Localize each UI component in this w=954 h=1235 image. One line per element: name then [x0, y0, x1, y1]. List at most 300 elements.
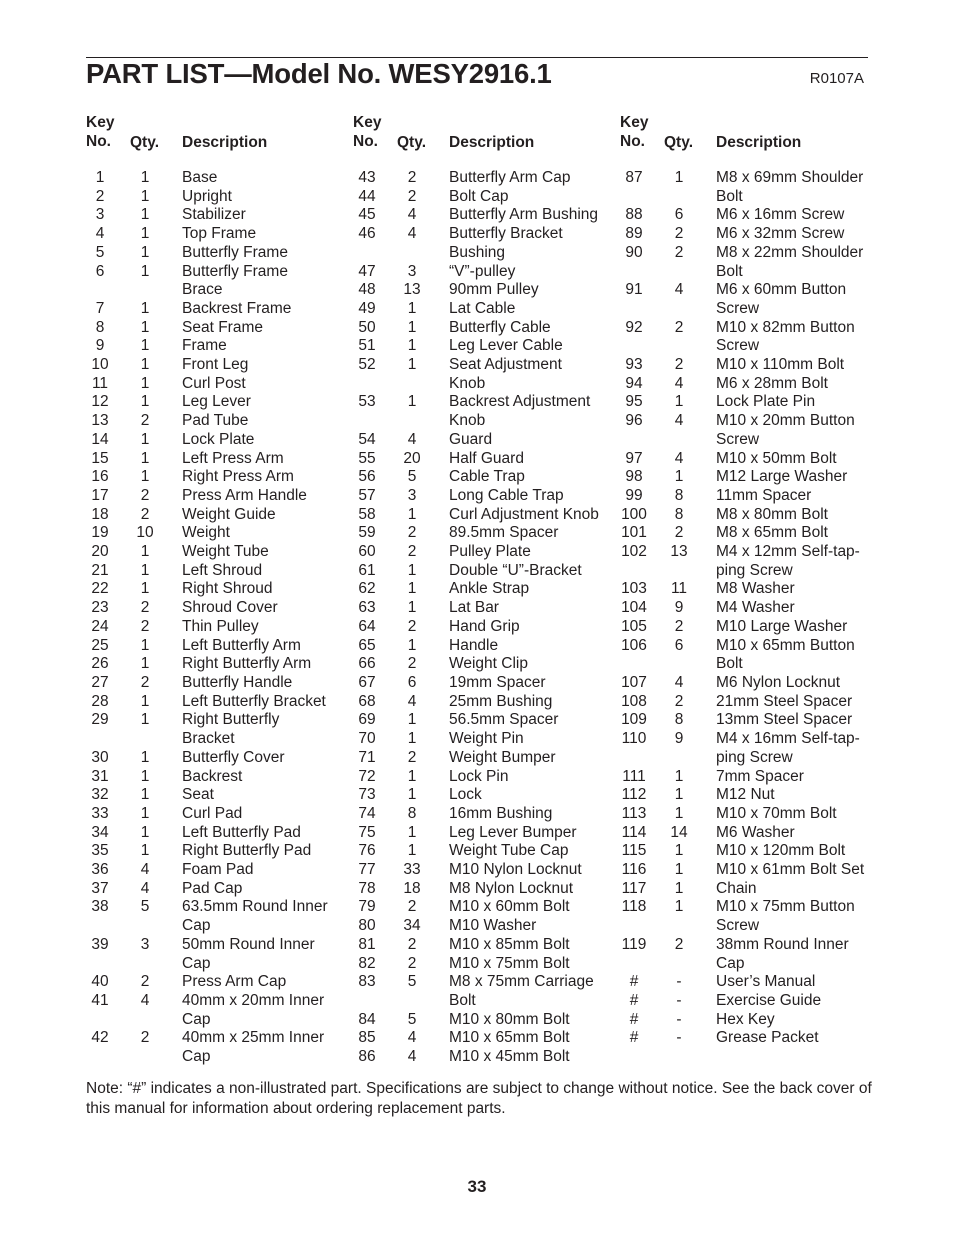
part-qty: 2	[674, 318, 684, 336]
part-description: Butterfly Handle	[182, 673, 293, 691]
part-row	[353, 543, 623, 562]
part-key-no: 27	[91, 673, 109, 691]
part-key-no: 7	[95, 299, 105, 317]
part-row	[86, 693, 356, 712]
part-key-no: 86	[358, 1048, 376, 1066]
part-row	[353, 169, 623, 188]
part-row	[86, 674, 356, 693]
part-row	[620, 898, 890, 935]
part-description: Ankle Strap	[449, 580, 530, 598]
part-description: M10 x 60mm Bolt	[449, 898, 570, 916]
part-qty: 6	[674, 206, 684, 224]
part-qty: 1	[407, 786, 417, 804]
part-description: Pad Cap	[182, 879, 243, 897]
part-row	[353, 917, 623, 936]
part-qty: 1	[407, 356, 417, 374]
part-row	[353, 973, 623, 1010]
part-key-no: 63	[358, 599, 376, 617]
parts-rows	[86, 169, 356, 1067]
part-row	[620, 580, 890, 599]
part-row	[353, 281, 623, 300]
part-qty: 1	[140, 169, 150, 186]
part-key-no: 112	[621, 786, 647, 804]
part-row	[620, 711, 890, 730]
part-description: M10 x 75mm Bolt	[449, 954, 570, 972]
part-key-no: 85	[358, 1029, 376, 1047]
part-row	[86, 487, 356, 506]
part-qty: 1	[140, 299, 150, 317]
parts-column-2	[353, 113, 623, 1067]
part-key-no: 5	[95, 243, 105, 261]
part-qty: 1	[140, 748, 150, 766]
part-row	[86, 805, 356, 824]
part-qty: 1	[407, 561, 417, 579]
part-key-no: 16	[91, 468, 109, 486]
part-key-no: 106	[621, 636, 647, 654]
part-description: Left Butterfly Arm	[182, 636, 301, 654]
part-key-no: 8	[95, 318, 105, 336]
part-qty: 4	[674, 412, 684, 430]
part-key-no: 32	[91, 786, 109, 804]
part-description: Weight Clip	[449, 655, 528, 673]
part-row	[353, 898, 623, 917]
part-row	[620, 468, 890, 487]
part-key-no: 35	[91, 842, 109, 860]
part-description: M10 x 110mm Bolt	[716, 356, 845, 374]
part-qty: 4	[674, 281, 684, 299]
part-key-no: 66	[358, 655, 376, 673]
part-row	[353, 580, 623, 599]
part-description: M10 x 45mm Bolt	[449, 1048, 570, 1066]
part-qty: 1	[407, 505, 417, 523]
part-description: 40mm x 25mm Inner Cap	[182, 1029, 325, 1066]
part-row	[353, 786, 623, 805]
part-description: M4 Washer	[716, 599, 795, 617]
part-row	[86, 393, 356, 412]
part-key-no: 40	[91, 973, 109, 991]
part-description: M4 x 12mm Self-tap- ping Screw	[716, 543, 860, 579]
part-key-no: 2	[95, 187, 105, 205]
part-qty: 2	[674, 243, 684, 261]
part-key-no: 88	[625, 206, 643, 224]
part-row	[620, 543, 890, 580]
part-description: Seat	[182, 786, 214, 804]
part-qty: 4	[407, 430, 417, 448]
part-row	[620, 973, 890, 992]
part-row	[86, 786, 356, 805]
part-description: 63.5mm Round Inner Cap	[182, 898, 328, 935]
part-qty: 1	[140, 468, 150, 486]
part-key-no: 19	[91, 524, 109, 542]
part-description: M6 x 32mm Screw	[716, 225, 845, 243]
part-key-no: 30	[91, 748, 109, 766]
part-description: M10 x 82mm Button Screw	[716, 318, 855, 355]
part-row	[353, 487, 623, 506]
part-qty: 1	[140, 225, 150, 243]
part-row	[620, 599, 890, 618]
part-key-no: 100	[621, 505, 647, 523]
part-description: Exercise Guide	[716, 991, 822, 1009]
part-qty: 8	[407, 804, 417, 822]
part-qty: 1	[140, 786, 150, 804]
part-description: 16mm Bushing	[449, 804, 553, 822]
part-row	[620, 1011, 890, 1030]
part-description: M8 x 80mm Bolt	[716, 505, 828, 523]
part-qty: 1	[140, 430, 150, 448]
part-key-no: 20	[91, 543, 109, 561]
part-qty: 1	[674, 804, 684, 822]
part-key-no: 43	[358, 169, 376, 186]
part-row	[353, 1011, 623, 1030]
part-description: M8 x 69mm Shoulder Bolt	[716, 169, 864, 205]
part-key-no: 56	[358, 468, 376, 486]
part-row	[86, 824, 356, 843]
part-description: Butterfly Arm Bushing	[449, 206, 599, 224]
part-description: M10 x 75mm Button Screw	[716, 898, 855, 935]
part-description: Lat Cable	[449, 299, 516, 317]
part-row	[86, 319, 356, 338]
part-key-no: 80	[358, 917, 376, 935]
part-qty: -	[676, 973, 682, 991]
part-description: 13mm Steel Spacer	[716, 711, 853, 729]
part-row	[620, 805, 890, 824]
part-row	[353, 450, 623, 469]
part-description: M10 Large Washer	[716, 617, 848, 635]
part-key-no: 51	[358, 337, 376, 355]
part-qty: 4	[674, 374, 684, 392]
part-key-no: 107	[621, 673, 647, 691]
part-qty: 1	[407, 767, 417, 785]
part-description: M4 x 16mm Self-tap- ping Screw	[716, 730, 860, 766]
document-code: R0107A	[809, 70, 864, 87]
part-row	[620, 637, 890, 674]
part-qty: 2	[140, 673, 150, 691]
part-key-no: 21	[91, 561, 109, 579]
part-key-no: 24	[91, 617, 109, 635]
part-row	[86, 225, 356, 244]
part-description: M8 Washer	[716, 580, 795, 598]
part-qty: 6	[674, 636, 684, 654]
part-description: 56.5mm Spacer	[449, 711, 559, 729]
part-row	[353, 655, 623, 674]
part-description: M6 x 16mm Screw	[716, 206, 845, 224]
part-qty: 4	[407, 225, 417, 243]
part-qty: 1	[407, 393, 417, 411]
part-key-no: 54	[358, 430, 376, 448]
part-description: Hand Grip	[449, 617, 520, 635]
part-row	[353, 468, 623, 487]
part-description: M10 x 120mm Bolt	[716, 842, 846, 860]
part-row	[620, 244, 890, 281]
part-description: Lat Bar	[449, 599, 499, 617]
part-qty: 2	[674, 524, 684, 542]
part-key-no: 64	[358, 617, 376, 635]
part-key-no: 65	[358, 636, 376, 654]
part-description: Backrest Adjustment Knob	[449, 393, 591, 430]
part-key-no: 22	[91, 580, 109, 598]
part-row	[86, 842, 356, 861]
part-row	[353, 805, 623, 824]
part-description: 21mm Steel Spacer	[716, 692, 853, 710]
part-row	[86, 431, 356, 450]
part-description: Right Butterfly Arm	[182, 655, 312, 673]
part-row	[86, 524, 356, 543]
part-qty: -	[676, 1029, 682, 1047]
part-qty: 1	[140, 767, 150, 785]
part-row	[353, 730, 623, 749]
part-row	[86, 637, 356, 656]
part-row	[353, 936, 623, 955]
part-key-no: 89	[625, 225, 643, 243]
page-title: PART LIST—Model No. WESY2916.1	[86, 58, 552, 89]
part-qty: 5	[407, 1010, 417, 1028]
part-row	[86, 188, 356, 207]
part-row	[86, 356, 356, 375]
part-description: Lock Plate Pin	[716, 393, 816, 411]
part-row	[620, 674, 890, 693]
part-key-no: 6	[95, 262, 105, 280]
header-key-no: Key No.	[353, 114, 382, 150]
part-description: Right Butterfly Pad	[182, 842, 312, 860]
part-key-no: 1	[95, 169, 105, 186]
part-qty: 2	[674, 356, 684, 374]
part-row	[353, 768, 623, 787]
part-qty: 2	[407, 935, 417, 953]
part-row	[620, 842, 890, 861]
part-qty: 1	[407, 711, 417, 729]
part-description: Left Butterfly Bracket	[182, 692, 326, 710]
part-key-no: 94	[625, 374, 643, 392]
part-key-no: 117	[621, 879, 647, 897]
part-key-no: 91	[625, 281, 643, 299]
part-key-no: 102	[621, 543, 647, 561]
part-key-no: 29	[91, 711, 109, 729]
part-description: M10 Nylon Locknut	[449, 861, 582, 879]
part-description: Half Guard	[449, 449, 524, 467]
part-qty: -	[676, 991, 682, 1009]
column-header	[353, 113, 623, 169]
part-row	[620, 936, 890, 973]
part-description: M8 Nylon Locknut	[449, 879, 574, 897]
part-row	[353, 749, 623, 768]
part-key-no: 82	[358, 954, 376, 972]
part-description: Lock Pin	[449, 767, 509, 785]
part-key-no: 114	[621, 823, 647, 841]
part-row	[86, 1029, 356, 1066]
part-row	[620, 768, 890, 787]
part-qty: 13	[670, 543, 688, 561]
part-key-no: 60	[358, 543, 376, 561]
part-key-no: 109	[621, 711, 647, 729]
header-qty: Qty.	[664, 134, 693, 151]
part-qty: 10	[136, 524, 154, 542]
part-qty: 2	[140, 617, 150, 635]
part-row	[620, 992, 890, 1011]
part-key-no: 10	[91, 356, 109, 374]
part-description: M8 x 22mm Shoulder Bolt	[716, 243, 864, 280]
part-description: Right Press Arm	[182, 468, 294, 486]
part-row	[353, 337, 623, 356]
part-description: M10 x 65mm Bolt	[449, 1029, 570, 1047]
part-description: Lock Plate	[182, 430, 255, 448]
part-key-no: 25	[91, 636, 109, 654]
part-qty: 1	[407, 580, 417, 598]
part-key-no: 87	[625, 169, 643, 186]
part-description: M10 x 70mm Bolt	[716, 804, 837, 822]
part-key-no: 53	[358, 393, 376, 411]
part-row	[86, 599, 356, 618]
part-description: Double “U”-Bracket	[449, 561, 582, 579]
part-qty: 4	[407, 692, 417, 710]
part-qty: 1	[140, 262, 150, 280]
part-qty: 2	[674, 225, 684, 243]
part-key-no: 3	[95, 206, 105, 224]
part-qty: 2	[407, 187, 417, 205]
part-key-no: 26	[91, 655, 109, 673]
part-row	[620, 861, 890, 880]
part-row	[353, 524, 623, 543]
part-description: Backrest	[182, 767, 243, 785]
part-description: Weight Pin	[449, 730, 524, 748]
part-qty: 2	[407, 898, 417, 916]
part-qty: 4	[140, 879, 150, 897]
part-qty: 1	[140, 187, 150, 205]
header-description: Description	[449, 134, 535, 151]
part-qty: 2	[407, 954, 417, 972]
part-key-no: 50	[358, 318, 376, 336]
part-description: M12 Nut	[716, 786, 775, 804]
part-description: M12 Large Washer	[716, 468, 848, 486]
column-header	[620, 113, 890, 169]
part-description: 50mm Round Inner Cap	[182, 935, 315, 972]
part-description: Pad Tube	[182, 412, 249, 430]
part-key-no: 74	[358, 804, 376, 822]
part-row	[86, 468, 356, 487]
part-qty: 9	[674, 730, 684, 748]
part-qty: 2	[407, 524, 417, 542]
part-description: M10 x 80mm Bolt	[449, 1010, 570, 1028]
part-row	[86, 169, 356, 188]
part-key-no: 84	[358, 1010, 376, 1028]
part-description: Weight Tube Cap	[449, 842, 569, 860]
part-qty: 4	[674, 449, 684, 467]
part-key-no: 78	[358, 879, 376, 897]
part-row	[86, 300, 356, 319]
part-key-no: 105	[621, 617, 647, 635]
part-key-no: 9	[95, 337, 105, 355]
part-description: Right Shroud	[182, 580, 273, 598]
part-qty: 1	[140, 636, 150, 654]
part-row	[86, 655, 356, 674]
part-key-no: #	[629, 991, 639, 1009]
part-description: 90mm Pulley	[449, 281, 539, 299]
part-qty: 8	[674, 505, 684, 523]
part-row	[353, 506, 623, 525]
part-description: Top Frame	[182, 225, 257, 243]
part-key-no: 103	[621, 580, 647, 598]
part-description: M6 x 60mm Button Screw	[716, 281, 847, 317]
part-qty: 1	[407, 842, 417, 860]
part-row	[620, 393, 890, 412]
part-description: M6 Nylon Locknut	[716, 673, 841, 691]
part-qty: 2	[407, 617, 417, 635]
part-row	[86, 506, 356, 525]
part-key-no: #	[629, 1029, 639, 1047]
page-number: 33	[467, 1177, 487, 1196]
part-row	[86, 898, 356, 935]
part-key-no: #	[629, 1010, 639, 1028]
part-qty: 3	[407, 486, 417, 504]
header-qty: Qty.	[397, 134, 426, 151]
part-description: Butterfly Arm Cap	[449, 169, 571, 186]
part-qty: 1	[140, 692, 150, 710]
part-qty: 1	[140, 318, 150, 336]
part-key-no: 42	[91, 1029, 109, 1047]
part-row	[620, 375, 890, 394]
part-key-no: 69	[358, 711, 376, 729]
part-qty: 2	[407, 655, 417, 673]
part-key-no: 90	[625, 243, 643, 261]
part-qty: 4	[407, 1029, 417, 1047]
part-qty: 3	[407, 262, 417, 280]
part-description: 40mm x 20mm Inner Cap	[182, 991, 325, 1028]
part-row	[620, 206, 890, 225]
part-row	[353, 188, 623, 207]
part-qty: 33	[403, 861, 421, 879]
part-row	[620, 786, 890, 805]
part-description: Butterfly Bracket Bushing	[449, 225, 563, 261]
part-key-no: 59	[358, 524, 376, 542]
part-row	[353, 431, 623, 450]
part-qty: 4	[674, 673, 684, 691]
part-description: M6 x 28mm Bolt	[716, 374, 828, 392]
part-row	[86, 450, 356, 469]
part-qty: 2	[140, 486, 150, 504]
part-qty: 2	[140, 1029, 150, 1047]
part-description: M8 x 75mm Carriage Bolt	[449, 973, 594, 1009]
part-description: Frame	[182, 337, 227, 355]
part-row	[620, 487, 890, 506]
part-qty: 34	[403, 917, 421, 935]
part-qty: 11	[670, 580, 688, 598]
part-row	[86, 618, 356, 637]
part-row	[353, 711, 623, 730]
part-key-no: 57	[358, 486, 376, 504]
part-qty: 1	[407, 730, 417, 748]
part-key-no: 23	[91, 599, 109, 617]
part-qty: 2	[407, 543, 417, 561]
part-key-no: 93	[625, 356, 643, 374]
part-description: Curl Pad	[182, 804, 243, 822]
part-key-no: 46	[358, 225, 376, 243]
part-description: M10 x 85mm Bolt	[449, 935, 570, 953]
header-key-no: Key No.	[86, 114, 115, 150]
header-description: Description	[716, 134, 802, 151]
part-description: 38mm Round Inner Cap	[716, 935, 849, 972]
part-key-no: 58	[358, 505, 376, 523]
part-qty: 1	[140, 561, 150, 579]
part-row	[353, 300, 623, 319]
part-qty: 5	[140, 898, 150, 916]
part-row	[620, 824, 890, 843]
part-row	[353, 599, 623, 618]
part-qty: 1	[407, 318, 417, 336]
part-key-no: 31	[91, 767, 109, 785]
part-description: M10 x 50mm Bolt	[716, 449, 837, 467]
part-row	[620, 1029, 890, 1048]
part-key-no: 71	[358, 748, 376, 766]
header-qty: Qty.	[130, 134, 159, 151]
